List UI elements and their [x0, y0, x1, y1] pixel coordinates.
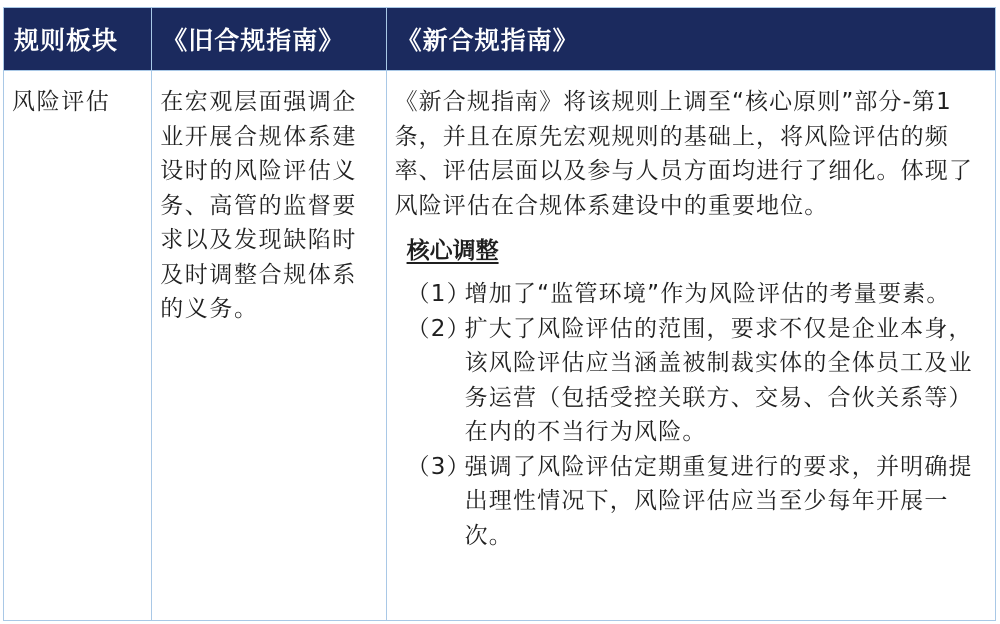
rule-block-text: 风险评估 — [12, 89, 111, 115]
cell-old-guide — [152, 71, 386, 621]
cell-rule-block — [4, 71, 152, 621]
cell-new-guide — [386, 71, 995, 621]
header-new-guide: 《新合规指南》 — [386, 8, 995, 71]
list-item-number: （1） — [406, 281, 471, 307]
list-item-number: （3） — [406, 453, 471, 480]
comparison-table — [3, 7, 996, 621]
list-item — [407, 312, 989, 450]
header-rule-block: 规则板块 — [4, 8, 152, 71]
old-guide-text: 在宏观层面强调企业开展合规体系建设时的风险评估义务、高管的监督要求以及发现缺陷时及时调整合规体系的义务。 — [160, 89, 358, 322]
list-item-number: （2） — [406, 315, 471, 342]
table-row — [4, 71, 996, 621]
header-row — [4, 8, 996, 71]
list-item-text: 扩大了风险评估的范围，要求不仅是企业本身，该风险评估应当涵盖被制裁实体的全体员工及业务运营（包括受控关联方、交易、合伙关系等）在内的不当行为风险。 — [464, 315, 973, 445]
core-adjustment-title: 核心调整 — [406, 238, 499, 264]
list-item-text: 增加了“监管环境”作为风险评估的考量要素。 — [464, 281, 951, 307]
header-old-guide: 《旧合规指南》 — [152, 8, 386, 71]
list-item — [407, 450, 989, 554]
list-item-text: 强调了风险评估定期重复进行的要求，并明确提出理性情况下，风险评估应当至少每年开展一次。 — [464, 453, 973, 549]
list-item — [407, 277, 989, 312]
new-guide-intro: 《新合规指南》将该规则上调至“核心原则”部分-第1条，并且在原先宏观规则的基础上，将风险评估的频率、评估层面以及参与人员方面均进行了细化。体现了风险评估在合规体系建设中的重要地位。 — [394, 89, 973, 219]
